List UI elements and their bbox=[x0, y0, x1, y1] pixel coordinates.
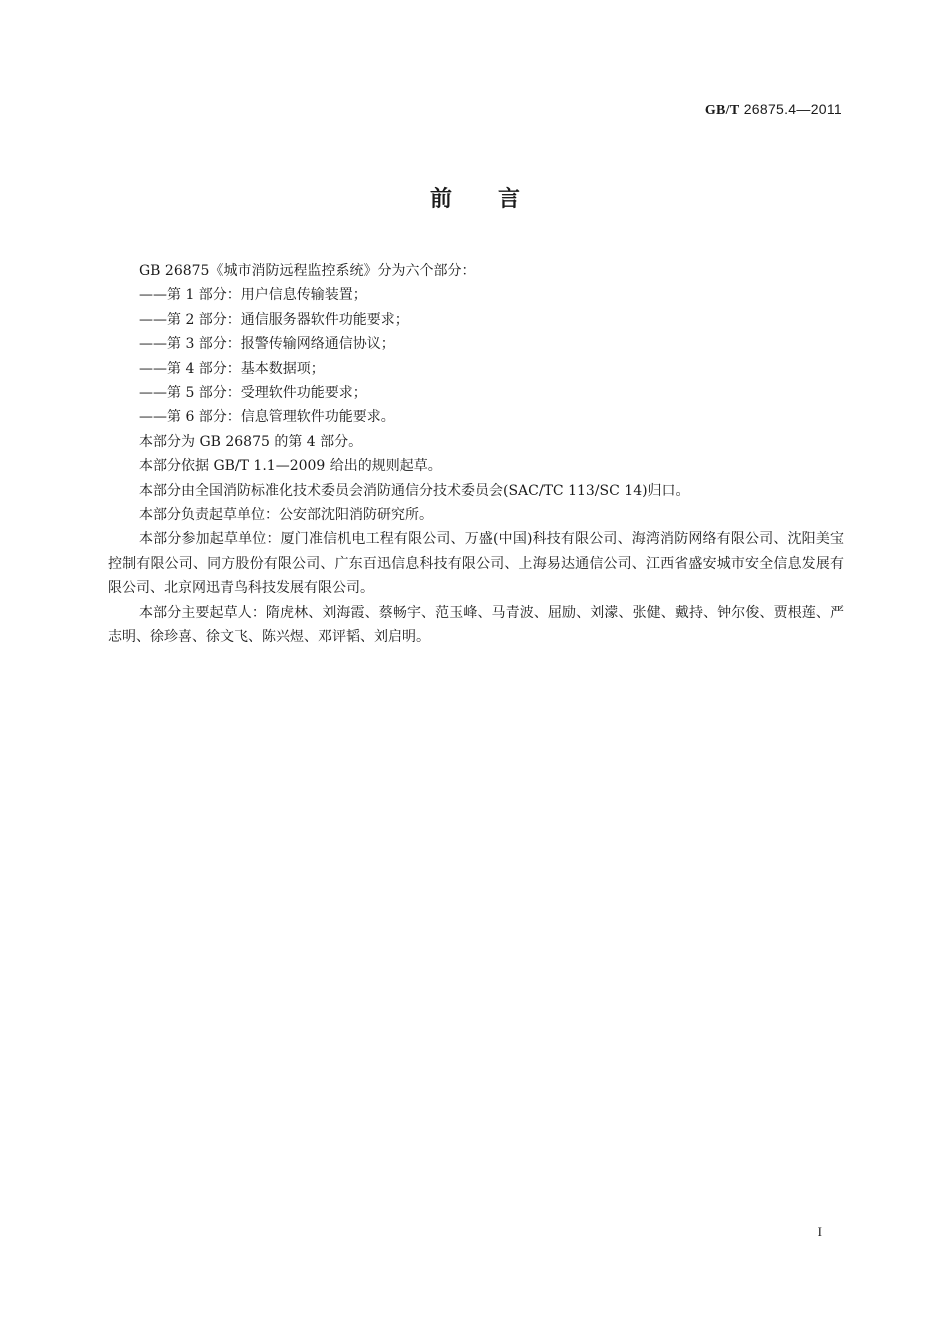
paragraph-responsible-unit: 本部分负责起草单位：公安部沈阳消防研究所。 bbox=[139, 507, 433, 524]
paragraph-main-drafters: 本部分主要起草人：隋虎林、刘海霞、蔡畅宇、范玉峰、马青波、屈励、刘濛、张健、戴持、钟尔俊、贾根莲、严志明、徐珍喜、徐文飞、陈兴煜、邓评韬、刘启明。 bbox=[108, 604, 844, 646]
page-title: 前言 bbox=[429, 187, 566, 212]
list-item-part-3: ——第 3 部分：报警传输网络通信协议； bbox=[139, 336, 395, 353]
list-item-part-2: ——第 2 部分：通信服务器软件功能要求； bbox=[139, 311, 409, 328]
list-item-part-1: ——第 1 部分：用户信息传输装置； bbox=[139, 287, 367, 304]
paragraph-participating-units: 本部分参加起草单位：厦门准信机电工程有限公司、万盛(中国)科技有限公司、海湾消防网络有限公司、沈阳美宝控制有限公司、同方股份有限公司、广东百迅信息科技有限公司、上海易达通信公司、江西省盛安城市安全信息发展有限公司、北京网迅青鸟科技发展有限公司。 bbox=[108, 531, 844, 597]
paragraph-part-statement: 本部分为 GB 26875 的第 4 部分。 bbox=[139, 433, 363, 450]
list-item-part-6: ——第 6 部分：信息管理软件功能要求。 bbox=[139, 409, 395, 426]
standard-code-number: 26875.4—2011 bbox=[743, 101, 842, 117]
standard-code-prefix: GB/T bbox=[704, 103, 740, 118]
standard-code bbox=[705, 101, 842, 119]
document-body bbox=[108, 259, 844, 650]
list-item-part-5: ——第 5 部分：受理软件功能要求； bbox=[139, 385, 367, 402]
list-item-part-4: ——第 4 部分：基本数据项； bbox=[139, 360, 325, 377]
intro-paragraph: GB 26875《城市消防远程监控系统》分为六个部分： bbox=[139, 263, 476, 279]
paragraph-drafting-rules: 本部分依据 GB/T 1.1—2009 给出的规则起草。 bbox=[139, 458, 442, 475]
page-number: I bbox=[817, 1224, 822, 1239]
paragraph-centralized-by: 本部分由全国消防标准化技术委员会消防通信分技术委员会(SAC/TC 113/SC 14)归口。 bbox=[139, 482, 690, 499]
